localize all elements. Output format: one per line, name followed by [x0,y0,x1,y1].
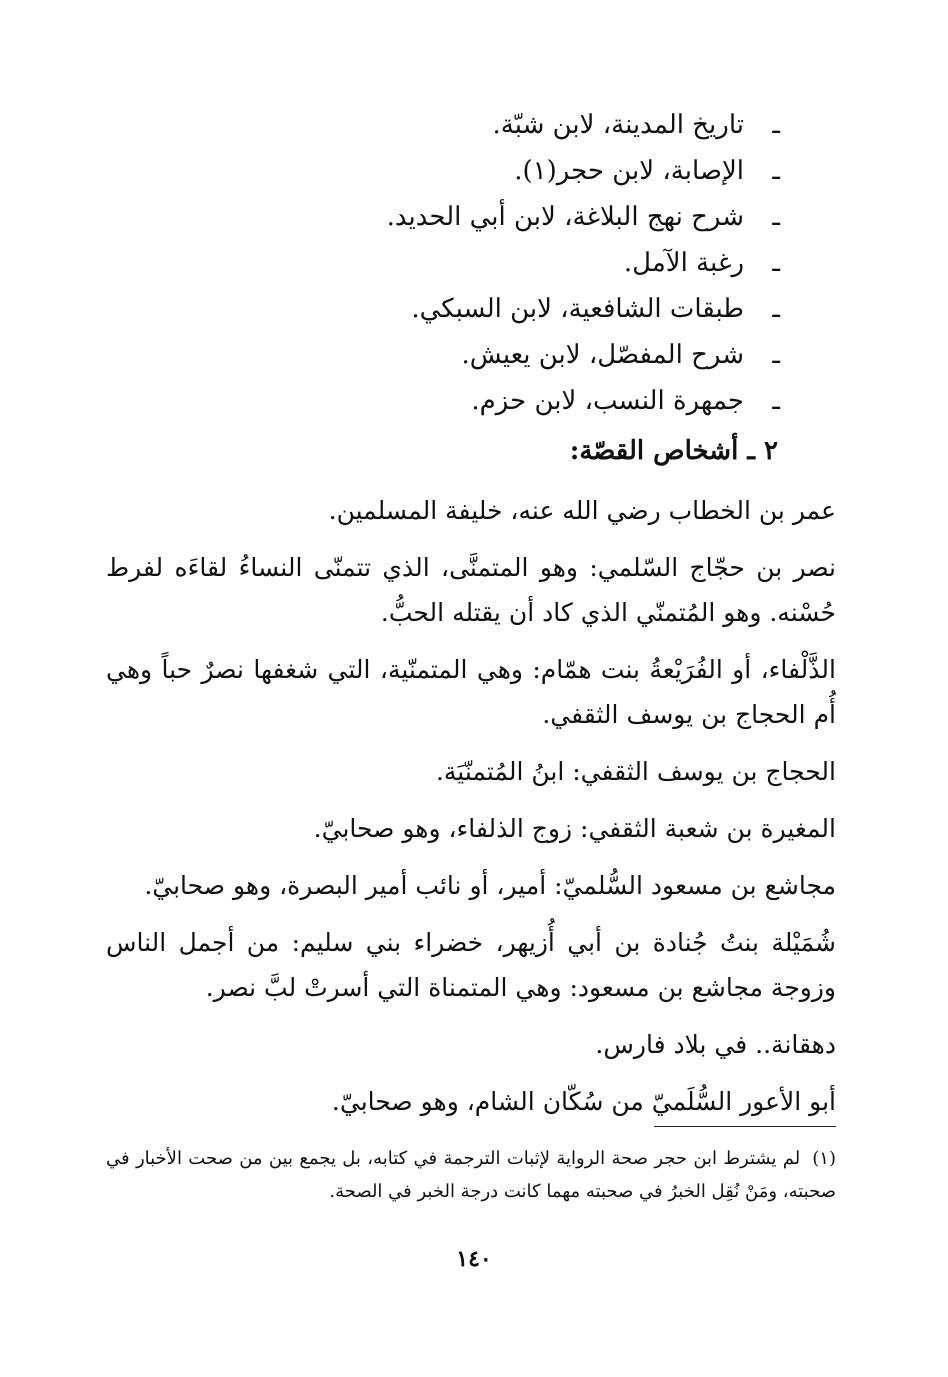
footnote [106,1142,836,1208]
footnote-number: (١) [812,1148,836,1169]
character-paragraph: الذَّلْفاء، أو الفُرَيْعةُ بنت همّام: وهي المتمنّية، التي شغفها نصرٌ حباً وهي أُم الحجاج بن يوسف الثقفي. [106,655,836,729]
character-paragraph: عمر بن الخطاب رضي الله عنه، خليفة المسلمين. [328,496,836,525]
dash: ـ [772,202,780,232]
list-item-text: الإصابة، لابن حجر(١). [514,156,744,186]
list-item [220,102,780,148]
list-item [220,378,780,424]
list-item-text: رغبة الآمل. [623,248,744,278]
dash: ـ [772,248,780,278]
character-paragraph: دهقانة.. في بلاد فارس. [595,1030,836,1059]
character-paragraph: نصر بن حجّاج السّلمي: وهو المتمنَّى، الذي تتمنّى النساءُ لقاءَه لفرط حُسْنه. وهو المُتمنّي الذي كاد أن يقتله الحبُّ. [106,553,836,627]
list-item-text: شرح نهج البلاغة، لابن أبي الحديد. [386,202,744,232]
character-paragraph: شُمَيْلة بنتُ جُنادة بن أبي أُزيهر، خضراء بني سليم: من أجمل الناس وزوجة مجاشع بن مسعود: وهي المتمناة التي أسرتْ لبَّ نصر. [106,928,836,1002]
list-item [220,286,780,332]
sources-list [220,102,780,424]
list-item [220,332,780,378]
footnote-divider [654,1126,836,1127]
list-item-text: تاريخ المدينة، لابن شبّة. [492,110,744,140]
list-item-text: شرح المفصّل، لابن يعيش. [461,340,744,370]
list-item [220,240,780,286]
character-paragraph: الحجاج بن يوسف الثقفي: ابنُ المُتمنّيَة. [435,757,836,786]
character-paragraph: المغيرة بن شعبة الثقفي: زوج الذلفاء، وهو صحابيّ. [313,814,836,843]
dash: ـ [772,340,780,370]
dash: ـ [772,386,780,416]
characters-section [106,488,836,1124]
page-number: ١٤٠ [456,1246,492,1272]
character-paragraph: أبو الأعور السُّلَميّ من سُكّان الشام، وهو صحابيّ. [331,1087,836,1116]
list-item-text: جمهرة النسب، لابن حزم. [471,386,744,416]
list-item [220,148,780,194]
dash: ـ [772,156,780,186]
footnote-text: لم يشترط ابن حجر صحة الرواية لإثبات الترجمة في كتابه، بل يجمع بين من صحت الأخبار في صحبته، ومَنْ نُقِل الخبرُ في صحبته مهما كانت درجة الخبر في الصحة. [106,1148,836,1202]
dash: ـ [772,294,780,324]
character-paragraph: مجاشع بن مسعود السُّلميّ: أمير، أو نائب أمير البصرة، وهو صحابيّ. [144,871,836,900]
list-item [220,194,780,240]
dash: ـ [772,110,780,140]
section-heading: ٢ ـ أشخاص القصّة: [569,436,778,466]
list-item-text: طبقات الشافعية، لابن السبكي. [411,294,744,324]
footnotes [106,1142,836,1208]
